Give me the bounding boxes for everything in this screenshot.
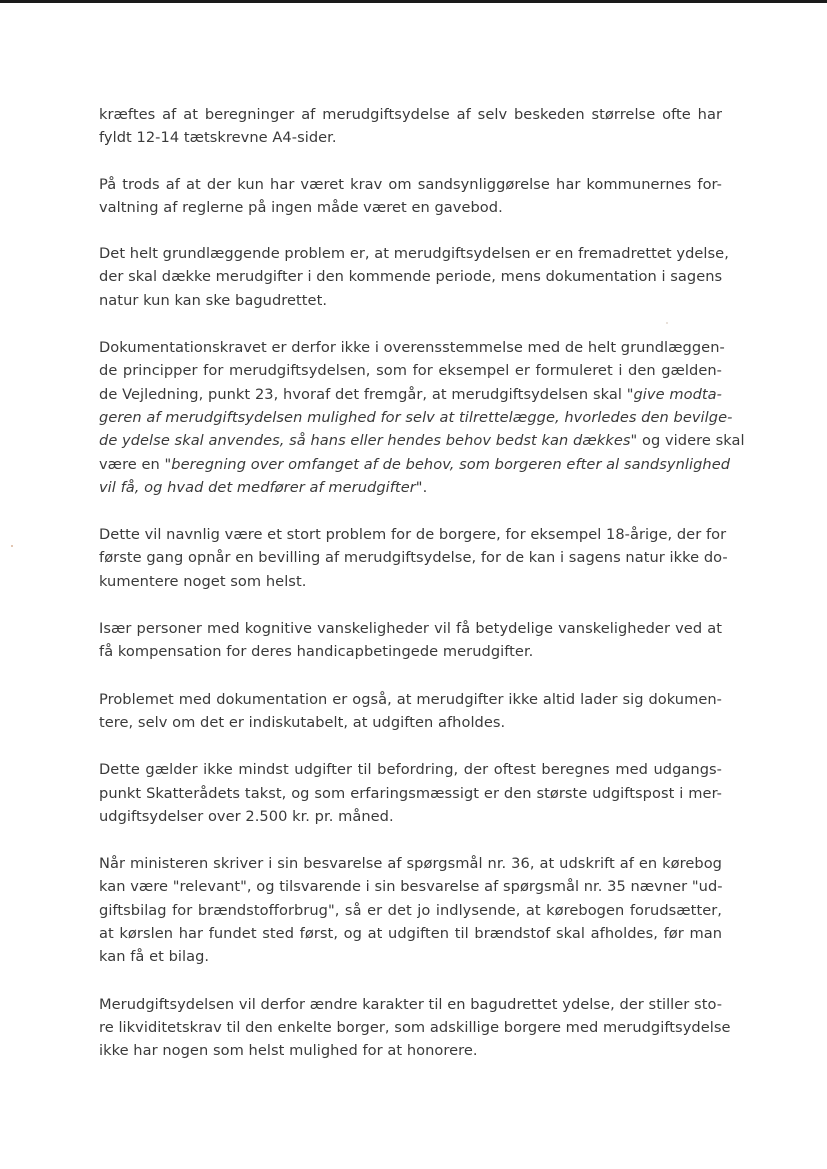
paragraph bbox=[99, 523, 728, 593]
text-run: de Vejledning, punkt 23, hvoraf det fremgår, at merudgiftsydelsen skal bbox=[99, 385, 627, 403]
document-page bbox=[99, 103, 745, 1087]
quoted-text: de ydelse skal anvendes, så hans eller hendes behov bedst kan dækkes" bbox=[99, 432, 638, 450]
paragraph bbox=[99, 242, 729, 312]
text-line: tere, selv om det er indiskutabelt, at udgiften afholdes. bbox=[99, 713, 506, 731]
text-line bbox=[99, 383, 722, 406]
text-line: natur kun kan ske bagudrettet. bbox=[99, 291, 328, 309]
text-line: Dette gælder ikke mindst udgifter til befordring, der oftest beregnes med udgangs- bbox=[99, 761, 722, 779]
quoted-text: "give modta- bbox=[626, 385, 722, 403]
text-run: være en bbox=[99, 455, 165, 473]
text-line: Især personer med kognitive vanskeligheder vil få betydelige vanskeligheder ved at bbox=[99, 620, 722, 638]
text-line bbox=[99, 453, 731, 476]
text-line: de principper for merudgiftsydelsen, som for eksempel er formuleret i den gælden- bbox=[99, 362, 722, 380]
text-line: kan være "relevant", og tilsvarende i sin besvarelse af spørgsmål nr. 35 nævner "ud- bbox=[99, 878, 723, 896]
paragraph bbox=[99, 103, 722, 150]
paragraph bbox=[99, 758, 722, 828]
text-line: få kompensation for deres handicapbetingede merudgifter. bbox=[99, 643, 534, 661]
text-line: giftsbilag for brændstofforbrug", så er det jo indlysende, at kørebogen forudsætter, bbox=[99, 901, 722, 919]
paragraph bbox=[99, 688, 722, 735]
paragraph bbox=[99, 852, 722, 968]
text-run: og videre skal bbox=[637, 432, 745, 450]
text-line: Merudgiftsydelsen vil derfor ændre karakter til en bagudrettet ydelse, der stiller sto- bbox=[99, 995, 723, 1013]
text-line bbox=[99, 429, 745, 452]
text-line: kumentere noget som helst. bbox=[99, 572, 307, 590]
text-line: fyldt 12-14 tætskrevne A4-sider. bbox=[99, 129, 337, 147]
text-line: Problemet med dokumentation er også, at merudgifter ikke altid lader sig dokumen- bbox=[99, 690, 722, 708]
text-line: punkt Skatterådets takst, og som erfaringsmæssigt er den største udgiftspost i mer- bbox=[99, 784, 722, 802]
scan-speck bbox=[11, 545, 13, 547]
text-line: valtning af reglerne på ingen måde været en gavebod. bbox=[99, 198, 503, 216]
quoted-text: "beregning over omfanget af de behov, som borgeren efter al sandsynlighed bbox=[164, 455, 731, 473]
text-run: . bbox=[422, 478, 428, 496]
text-line: kan få et bilag. bbox=[99, 948, 210, 966]
text-line: Når ministeren skriver i sin besvarelse af spørgsmål nr. 36, at udskrift af en kørebog bbox=[99, 855, 722, 873]
text-line: Det helt grundlæggende problem er, at merudgiftsydelsen er en fremadrettet ydelse, bbox=[99, 245, 729, 263]
text-line: kræftes af at beregninger af merudgiftsydelse af selv beskeden størrelse ofte har bbox=[99, 106, 722, 123]
paragraph bbox=[99, 173, 722, 220]
text-line: ikke har nogen som helst mulighed for at honorere. bbox=[99, 1042, 478, 1060]
text-line: første gang opnår en bevilling af merudgiftsydelse, for de kan i sagens natur ikke do- bbox=[99, 549, 728, 567]
text-line: Dokumentationskravet er derfor ikke i overensstemmelse med de helt grundlæggen- bbox=[99, 339, 725, 357]
quoted-text: vil få, og hvad det medfører af merudgifter" bbox=[99, 478, 423, 496]
text-line: der skal dække merudgifter i den kommende periode, mens dokumentation i sagens bbox=[99, 268, 723, 286]
text-line bbox=[99, 476, 722, 499]
text-line: udgiftsydelser over 2.500 kr. pr. måned. bbox=[99, 807, 394, 825]
text-line: Dette vil navnlig være et stort problem for de borgere, for eksempel 18-årige, der for bbox=[99, 526, 727, 544]
paragraph bbox=[99, 993, 731, 1063]
paragraph bbox=[99, 336, 745, 499]
text-line: På trods af at der kun har været krav om sandsynliggørelse har kommunernes for- bbox=[99, 175, 722, 193]
text-line: re likviditetskrav til den enkelte borger, som adskillige borgere med merudgiftsydelse bbox=[99, 1018, 731, 1036]
text-line: at kørslen har fundet sted først, og at udgiften til brændstof skal afholdes, før man bbox=[99, 925, 722, 943]
paragraph bbox=[99, 617, 722, 664]
scan-top-edge bbox=[0, 0, 827, 3]
quoted-text: geren af merudgiftsydelsen mulighed for selv at tilrettelægge, hvorledes den bevilge- bbox=[99, 408, 733, 426]
